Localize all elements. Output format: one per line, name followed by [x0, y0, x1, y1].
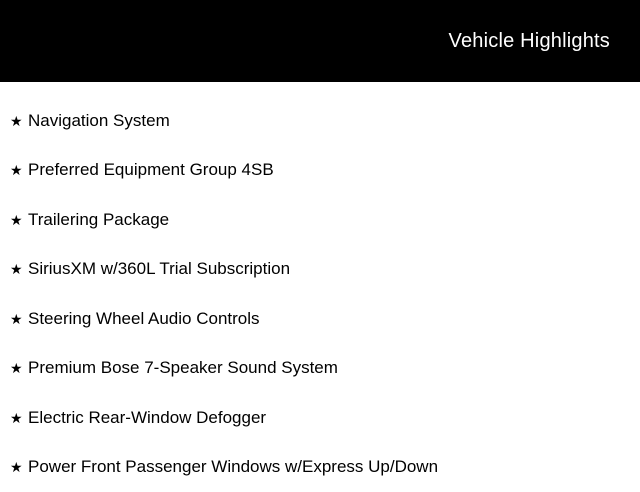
list-item-label: SiriusXM w/360L Trial Subscription: [28, 259, 290, 279]
list-item-label: Navigation System: [28, 111, 170, 131]
list-item-label: Preferred Equipment Group 4SB: [28, 160, 274, 180]
list-item-label: Electric Rear-Window Defogger: [28, 408, 266, 428]
list-item: [0, 96, 640, 146]
list-item: [0, 195, 640, 245]
star-bullet-icon: ★: [10, 411, 28, 425]
star-bullet-icon: ★: [10, 312, 28, 326]
list-item: [0, 245, 640, 295]
list-item-label: Trailering Package: [28, 210, 169, 230]
vehicle-highlights-list: [0, 82, 640, 492]
star-bullet-icon: ★: [10, 163, 28, 177]
star-bullet-icon: ★: [10, 460, 28, 474]
list-item: [0, 294, 640, 344]
page-title: Vehicle Highlights: [449, 31, 610, 51]
list-item: [0, 443, 640, 492]
list-item: [0, 393, 640, 443]
star-bullet-icon: ★: [10, 361, 28, 375]
list-item-label: Power Front Passenger Windows w/Express Up/Down: [28, 457, 438, 477]
page-header: [0, 0, 640, 82]
list-item: [0, 344, 640, 394]
star-bullet-icon: ★: [10, 114, 28, 128]
star-bullet-icon: ★: [10, 213, 28, 227]
list-item-label: Steering Wheel Audio Controls: [28, 309, 260, 329]
list-item-label: Premium Bose 7-Speaker Sound System: [28, 358, 338, 378]
list-item: [0, 146, 640, 196]
star-bullet-icon: ★: [10, 262, 28, 276]
